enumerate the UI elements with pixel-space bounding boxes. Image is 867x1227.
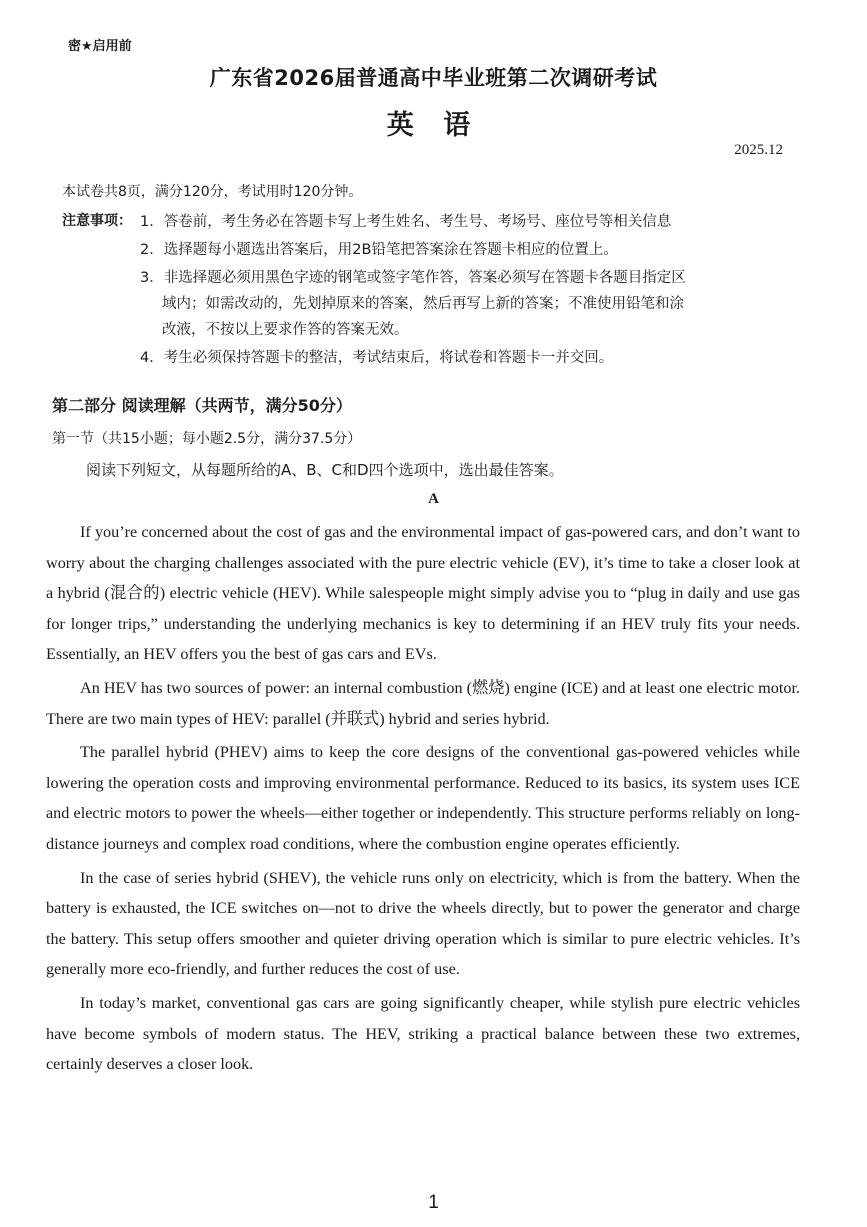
passage-paragraph: An HEV has two sources of power: an internal combustion (燃烧) engine (ICE) and at least one electric motor. There are two main types of HEV: parallel (并联式) hybrid and series hybrid.: [46, 678, 800, 728]
passage-paragraph: The parallel hybrid (PHEV) aims to keep the core designs of the conventional gas-powered vehicles while lowering the operation costs and improving environmental performance. Reduced to its basics, its system uses ICE and electric motors to power the wheels—either together or independently. This structure performs reliably on long-distance journeys and complex road conditions, where the combustion engine operates efficiently.: [46, 743, 800, 853]
note-item: 1．答卷前，考生务必在答题卡写上考生姓名、考生号、考场号、座位号等相关信息: [140, 214, 672, 230]
note-item-continued: 改液，不按以上要求作答的答案无效。: [162, 322, 409, 338]
section-title: 第一节（共15小题；每小题2.5分，满分37.5分）: [52, 431, 362, 447]
page-number: 1: [428, 1192, 439, 1213]
exam-title: 广东省2026届普通高中毕业班第二次调研考试: [209, 66, 658, 90]
passage-paragraph: In today’s market, conventional gas cars are going significantly cheaper, while stylish pure electric vehicles have become symbols of modern status. The HEV, striking a practical balance between these two extremes, certainly deserves a closer look.: [46, 993, 800, 1074]
exam-info: 本试卷共8页，满分120分，考试用时120分钟。: [62, 184, 363, 200]
passage-paragraph: In the case of series hybrid (SHEV), the vehicle runs only on electricity, which is from the battery. When the battery is exhausted, the ICE switches on—not to drive the wheels directly, but to power the generator and charge the battery. This setup offers smoother and quieter driving operation which is similar to pure electric vehicles. It’s generally more eco-friendly, and further reduces the cost of use.: [46, 868, 800, 979]
part-title: 第二部分 阅读理解（共两节，满分50分）: [52, 396, 352, 415]
exam-date: 2025.12: [734, 142, 783, 158]
notes-label: 注意事项：: [62, 213, 132, 229]
passage-label: A: [428, 491, 439, 507]
section-instruction: 阅读下列短文，从每题所给的A、B、C和D四个选项中，选出最佳答案。: [86, 461, 564, 479]
note-item-continued: 域内；如需改动的，先划掉原来的答案，然后再写上新的答案；不准使用铅笔和涂: [162, 296, 684, 312]
confidential-label: 密★启用前: [68, 39, 132, 54]
note-item: 4．考生必须保持答题卡的整洁，考试结束后，将试卷和答题卡一并交回。: [140, 350, 614, 366]
note-item: 2．选择题每小题选出答案后，用2B铅笔把答案涂在答题卡相应的位置上。: [140, 242, 618, 258]
passage-body: [46, 517, 800, 1083]
subject-title: 英 语: [386, 110, 481, 141]
passage-paragraph: If you’re concerned about the cost of gas and the environmental impact of gas-powered cars, and don’t want to worry about the charging challenges associated with the pure electric vehicle (EV), it’s time to take a closer look at a hybrid (混合的) electric vehicle (HEV). While salespeople might simply advise you to “plug in daily and use gas for longer trips,” understanding the underlying mechanics is key to determining if an HEV truly fits your needs. Essentially, an HEV offers you the best of gas cars and EVs.: [46, 523, 800, 664]
note-item: 3．非选择题必须用黑色字迹的钢笔或签字笔作答，答案必须写在答题卡各题目指定区: [140, 270, 686, 286]
